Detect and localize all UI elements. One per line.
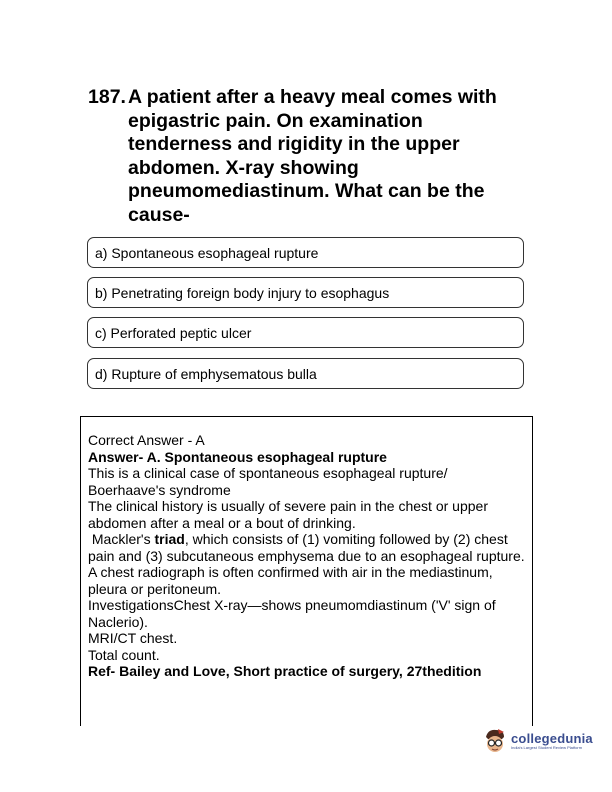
- explanation-para-6: MRI/CT chest.: [88, 630, 178, 646]
- correct-answer: Correct Answer - A: [88, 432, 205, 448]
- option-a[interactable]: a) Spontaneous esophageal rupture: [87, 237, 524, 268]
- option-b[interactable]: b) Penetrating foreign body injury to esophagus: [87, 277, 524, 308]
- question: [88, 86, 528, 227]
- explanation-para-1: This is a clinical case of spontaneous esophageal rupture/ Boerhaave's syndrome: [88, 465, 448, 498]
- explanation-para-4: A chest radiograph is often confirmed with air in the mediastinum, pleura or peritoneum.: [88, 564, 493, 597]
- mascot-icon: [482, 727, 508, 755]
- answer-heading: Answer- A. Spontaneous esophageal rupture: [88, 448, 387, 465]
- answer-explanation: [88, 432, 528, 680]
- collegedunia-logo: [482, 727, 593, 755]
- question-number: 187.: [88, 86, 126, 108]
- para3-bold: triad: [154, 531, 185, 547]
- explanation-para-2: The clinical history is usually of severe pain in the chest or upper abdomen after a meal or a bout of drinking.: [88, 498, 488, 531]
- para3-pre: Mackler's: [88, 531, 155, 547]
- para3-post: , which consists of (1) vomiting followed by (2) chest pain and (3) subcutaneous emphysema due to an esophageal rupture.: [88, 531, 525, 564]
- reference: Ref- Bailey and Love, Short practice of surgery, 27thedition: [88, 663, 482, 679]
- option-c[interactable]: c) Perforated peptic ulcer: [87, 317, 524, 348]
- brand-name: collegedunia: [511, 730, 593, 746]
- question-text: A patient after a heavy meal comes with epigastric pain. On examination tenderness and rigidity in the upper abdomen. X-ray showing pneumomediastinum. What can be the cause-: [128, 86, 497, 226]
- option-d[interactable]: d) Rupture of emphysematous bulla: [87, 358, 524, 389]
- brand-tagline: India's Largest Student Review Platform: [511, 744, 583, 750]
- explanation-para-5: InvestigationsChest X-ray—shows pneumomdiastinum ('V' sign of Naclerio).: [88, 597, 496, 630]
- explanation-para-7: Total count.: [88, 646, 160, 663]
- explanation-para-3: [88, 531, 528, 564]
